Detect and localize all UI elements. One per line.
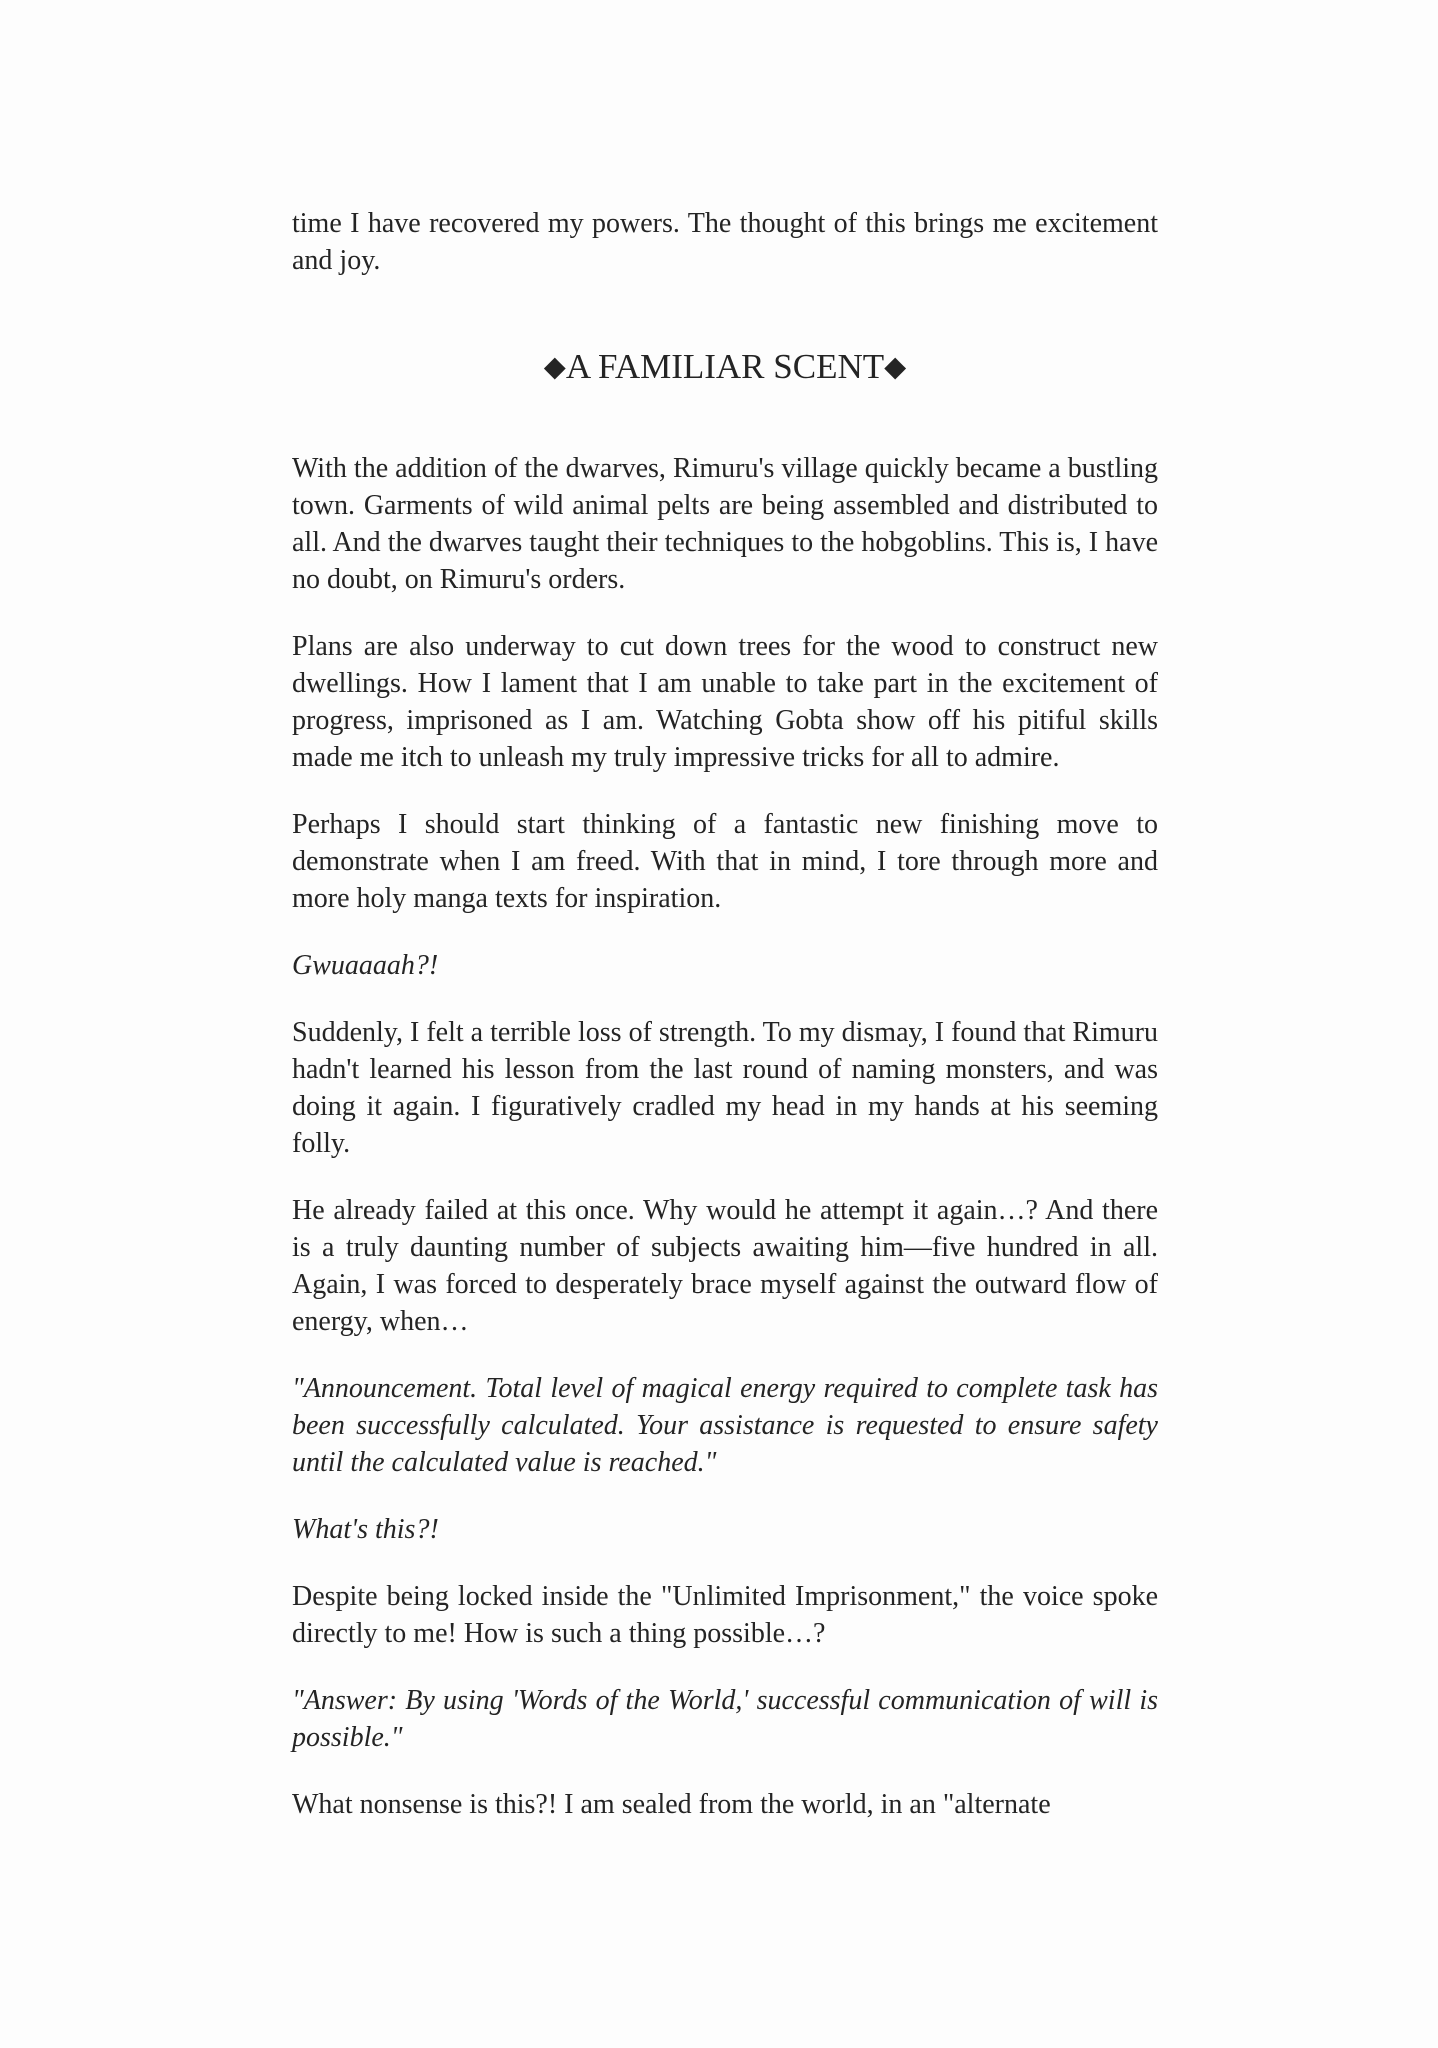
body-paragraph: With the addition of the dwarves, Rimuru's village quickly became a bustling town. Garments of wild animal pelts are being assembled and distributed to all. And the dwarves taught their techniques to the hobgoblins. This is, I have no doubt, on Rimuru's orders. <box>292 453 1158 595</box>
announcement-quote-paragraph: "Announcement. Total level of magical energy required to complete task has been successfully calculated. Your assistance is requested to ensure safety until the calculated value is reached." <box>292 1373 1158 1478</box>
diamond-ornament-icon: ◆ <box>884 351 907 383</box>
exclamation-paragraph: Gwuaaaah?! <box>292 950 439 981</box>
section-heading-text: A FAMILIAR SCENT <box>565 347 885 386</box>
body-paragraph: Despite being locked inside the "Unlimited Imprisonment," the voice spoke directly to me! How is such a thing possible…? <box>292 1581 1158 1649</box>
section-heading <box>292 345 1158 389</box>
body-paragraph: Plans are also underway to cut down trees for the wood to construct new dwellings. How I lament that I am unable to take part in the excitement of progress, imprisoned as I am. Watching Gobta show off his pitiful skills made me itch to unleash my truly impressive tricks for all to admire. <box>292 631 1158 773</box>
body-paragraph: What nonsense is this?! I am sealed from the world, in an "alternate <box>292 1789 1051 1820</box>
reaction-paragraph: What's this?! <box>292 1514 439 1545</box>
diamond-ornament-icon: ◆ <box>543 351 566 383</box>
body-paragraph: Perhaps I should start thinking of a fantastic new finishing move to demonstrate when I am freed. With that in mind, I tore through more and more holy manga texts for inspiration. <box>292 809 1158 914</box>
body-paragraph: Suddenly, I felt a terrible loss of strength. To my dismay, I found that Rimuru hadn't learned his lesson from the last round of naming monsters, and was doing it again. I figuratively cradled my head in my hands at his seeming folly. <box>292 1017 1158 1159</box>
body-paragraph: He already failed at this once. Why would he attempt it again…? And there is a truly daunting number of subjects awaiting him—five hundred in all. Again, I was forced to desperately brace myself against the outward flow of energy, when… <box>292 1195 1158 1337</box>
answer-quote-paragraph: "Answer: By using 'Words of the World,' successful communication of will is possible." <box>292 1685 1158 1753</box>
continuation-paragraph: time I have recovered my powers. The thought of this brings me excitement and joy. <box>292 208 1158 276</box>
